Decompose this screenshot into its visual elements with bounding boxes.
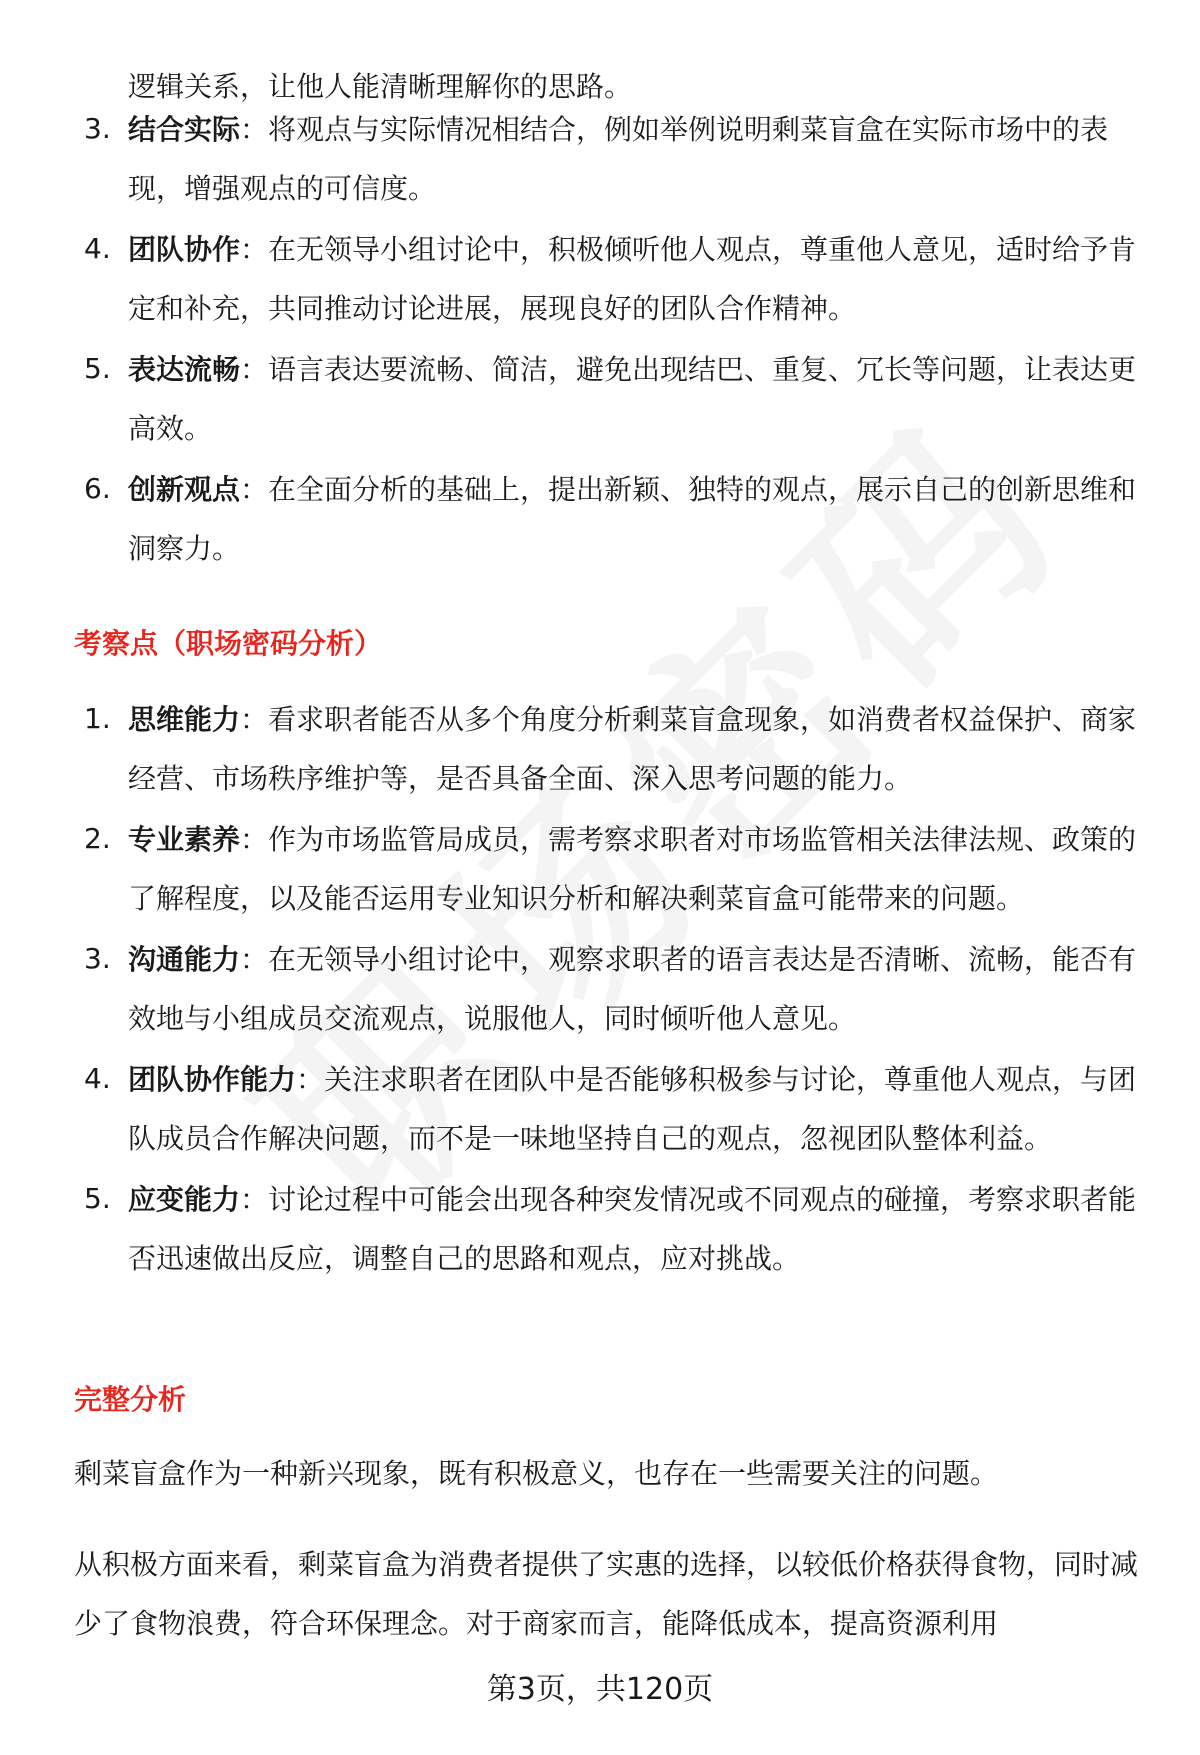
list-separator: ： [240,943,269,976]
list-text: 讨论过程中可能会出现各种突发情况或不同观点的碰撞，考察求职者能否迅速做出反应，调整自己的思路和观点，应对挑战。 [128,1183,1137,1275]
tips-list [0,100,1200,580]
list-item [0,460,1200,578]
list-number: 2. [84,822,111,855]
list-separator: ： [240,823,269,856]
list-text: 关注求职者在团队中是否能够积极参与讨论，尊重他人观点，与团队成员合作解决问题，而不是一味地坚持自己的观点，忽视团队整体利益。 [128,1063,1137,1155]
list-item [0,1170,1200,1288]
list-item-body [128,1050,1148,1168]
list-separator: ： [240,233,269,266]
list-number: 3. [84,942,111,975]
list-item [0,340,1200,458]
list-term: 应变能力 [128,1183,241,1216]
list-item [0,1050,1200,1168]
list-text: 看求职者能否从多个角度分析剩菜盲盒现象，如消费者权益保护、商家经营、市场秩序维护等，是否具备全面、深入思考问题的能力。 [128,703,1137,795]
list-item-body [128,1170,1148,1288]
list-term: 团队协作 [128,233,241,266]
list-item-body [128,100,1148,218]
section-heading-analysis: 完整分析 [74,1383,187,1416]
list-term: 创新观点 [128,473,241,506]
list-term: 团队协作能力 [128,1063,297,1096]
list-text: 将观点与实际情况相结合，例如举例说明剩菜盲盒在实际市场中的表现，增强观点的可信度。 [128,113,1109,205]
list-item-body [128,460,1148,578]
list-number: 3. [84,112,111,145]
list-text: 作为市场监管局成员，需考察求职者对市场监管相关法律法规、政策的了解程度，以及能否运用专业知识分析和解决剩菜盲盒可能带来的问题。 [128,823,1137,915]
list-separator: ： [240,353,269,386]
list-number: 5. [84,352,111,385]
list-number: 5. [84,1182,111,1215]
assessment-list [0,690,1200,1290]
page-footer: 第3页，共120页 [486,1672,714,1707]
list-item-body [128,340,1148,458]
list-separator: ： [240,703,269,736]
list-item [0,220,1200,338]
list-number: 6. [84,472,111,505]
list-item [0,930,1200,1048]
list-number: 4. [84,232,111,265]
continuation-text: 逻辑关系，让他人能清晰理解你的思路。 [128,70,633,103]
list-item-body [128,930,1148,1048]
list-text: 在全面分析的基础上，提出新颖、独特的观点，展示自己的创新思维和洞察力。 [128,473,1137,565]
list-item [0,100,1200,218]
list-text: 语言表达要流畅、简洁，避免出现结巴、重复、冗长等问题，让表达更高效。 [128,353,1137,445]
list-number: 4. [84,1062,111,1095]
list-text: 在无领导小组讨论中，观察求职者的语言表达是否清晰、流畅，能否有效地与小组成员交流观点，说服他人，同时倾听他人意见。 [128,943,1137,1035]
list-term: 专业素养 [128,823,241,856]
list-item [0,690,1200,808]
list-item-body [128,810,1148,928]
list-separator: ： [240,113,269,146]
list-item [0,810,1200,928]
list-text: 在无领导小组讨论中，积极倾听他人观点，尊重他人意见，适时给予肯定和补充，共同推动讨论进展，展现良好的团队合作精神。 [128,233,1137,325]
section-heading-assessment: 考察点（职场密码分析） [74,627,383,660]
list-item-body [128,220,1148,338]
analysis-paragraph-1: 剩菜盲盒作为一种新兴现象，既有积极意义，也存在一些需要关注的问题。 [74,1457,999,1490]
list-term: 结合实际 [128,113,241,146]
list-term: 表达流畅 [128,353,241,386]
list-separator: ： [240,1183,269,1216]
list-number: 1. [84,702,111,735]
list-separator: ： [296,1063,325,1096]
list-term: 沟通能力 [128,943,241,976]
analysis-paragraph-2: 从积极方面来看，剩菜盲盒为消费者提供了实惠的选择，以较低价格获得食物，同时减少了食物浪费，符合环保理念。对于商家而言，能降低成本，提高资源利用 [74,1548,1139,1640]
list-separator: ： [240,473,269,506]
list-item-body [128,690,1148,808]
list-term: 思维能力 [128,703,241,736]
